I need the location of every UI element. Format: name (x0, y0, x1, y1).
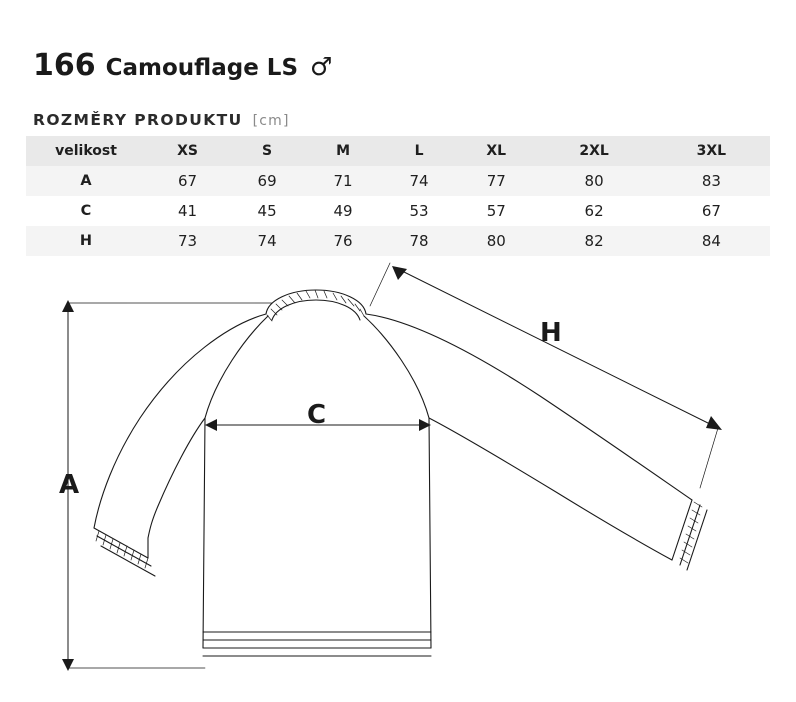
cell-h-xl: 80 (457, 226, 535, 256)
cell-c-s: 45 (229, 196, 305, 226)
column-header-2xl: 2XL (535, 136, 652, 166)
column-header-3xl: 3XL (653, 136, 770, 166)
column-header-m: M (305, 136, 381, 166)
cell-c-xl: 57 (457, 196, 535, 226)
table-row (26, 166, 770, 196)
cell-c-xs: 41 (146, 196, 229, 226)
dimension-h (370, 263, 722, 488)
garment-body-outline (203, 290, 431, 656)
cell-a-s: 69 (229, 166, 305, 196)
row-label-a: A (26, 166, 146, 196)
cell-h-3xl: 84 (653, 226, 770, 256)
product-code: 166 (33, 48, 96, 83)
cell-h-s: 74 (229, 226, 305, 256)
dimension-label-h: H (540, 318, 562, 348)
cell-c-l: 53 (381, 196, 457, 226)
dimension-label-a: A (59, 470, 80, 500)
gender-icon: ♂ (310, 52, 333, 81)
column-header-velikost: velikost (26, 136, 146, 166)
cell-h-m: 76 (305, 226, 381, 256)
column-header-s: S (229, 136, 305, 166)
cell-a-l: 74 (381, 166, 457, 196)
cell-a-2xl: 80 (535, 166, 652, 196)
cell-c-3xl: 67 (653, 196, 770, 226)
product-name: Camouflage LS (105, 55, 299, 81)
dimension-label-c: C (307, 400, 327, 430)
page-title (33, 48, 332, 83)
cell-c-m: 49 (305, 196, 381, 226)
section-subtitle (33, 111, 290, 129)
table-header (26, 136, 770, 166)
subtitle-unit: [cm] (252, 113, 290, 129)
cell-a-xl: 77 (457, 166, 535, 196)
row-label-c: C (26, 196, 146, 226)
row-label-h: H (26, 226, 146, 256)
left-sleeve (94, 314, 266, 576)
column-header-xl: XL (457, 136, 535, 166)
column-header-l: L (381, 136, 457, 166)
cell-h-l: 78 (381, 226, 457, 256)
cell-a-m: 71 (305, 166, 381, 196)
cell-c-2xl: 62 (535, 196, 652, 226)
cell-h-2xl: 82 (535, 226, 652, 256)
column-header-xs: XS (146, 136, 229, 166)
cell-a-3xl: 83 (653, 166, 770, 196)
table-row (26, 196, 770, 226)
cell-h-xs: 73 (146, 226, 229, 256)
right-sleeve (366, 314, 707, 570)
garment-technical-drawing (0, 228, 796, 702)
subtitle-label: ROZMĚRY PRODUKTU (33, 111, 243, 129)
table-header-row (26, 136, 770, 166)
cell-a-xs: 67 (146, 166, 229, 196)
